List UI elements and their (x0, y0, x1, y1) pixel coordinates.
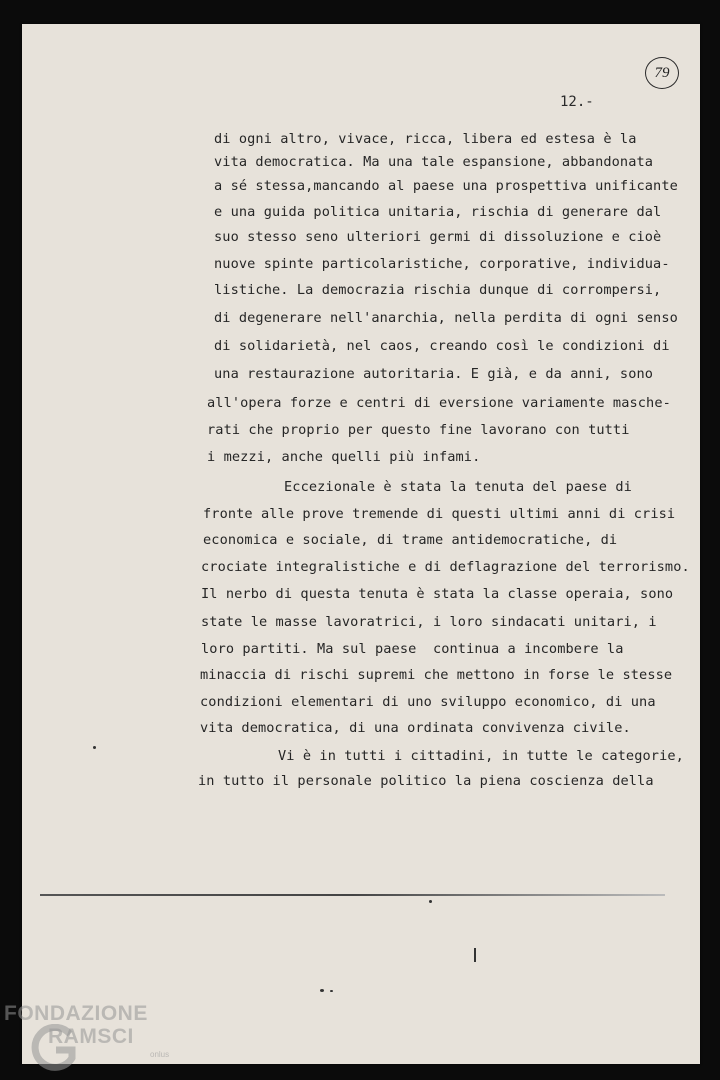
text-line: suo stesso seno ulteriori germi di dissoluzione e cioè (214, 229, 662, 245)
text-line: Il nerbo di questa tenuta è stata la classe operaia, sono (201, 586, 674, 602)
ink-speck (320, 989, 324, 992)
text-line: condizioni elementari di uno sviluppo economico, di una (200, 694, 656, 710)
ink-speck (474, 948, 476, 962)
text-line: una restaurazione autoritaria. E già, e da anni, sono (214, 366, 654, 382)
text-line: i mezzi, anche quelli più infami. (207, 449, 481, 465)
ink-speck (429, 900, 432, 903)
text-line: e una guida politica unitaria, rischia di generare dal (214, 204, 662, 220)
text-line: all'opera forze e centri di eversione variamente masche- (207, 395, 671, 411)
text-line: di solidarietà, nel caos, creando così le condizioni di (214, 338, 670, 354)
text-line: minaccia di rischi supremi che mettono in forse le stesse (200, 667, 673, 683)
text-line: di degenerare nell'anarchia, nella perdita di ogni senso (214, 310, 678, 326)
text-line: a sé stessa,mancando al paese una prospettiva unificante (214, 178, 678, 194)
text-line: listiche. La democrazia rischia dunque di corrompersi, (214, 282, 662, 298)
ink-speck (330, 990, 333, 992)
horizontal-rule (40, 894, 665, 896)
text-line: rati che proprio per questo fine lavorano con tutti (207, 422, 630, 438)
text-line: fronte alle prove tremende di questi ultimi anni di crisi (203, 506, 676, 522)
watermark-line3: onlus (150, 1050, 170, 1059)
text-line: di ogni altro, vivace, ricca, libera ed estesa è la (214, 131, 637, 147)
text-line: in tutto il personale politico la piena coscienza della (198, 773, 654, 789)
paragraph-start-line: Eccezionale è stata la tenuta del paese di (284, 479, 632, 495)
text-line: nuove spinte particolaristiche, corporative, individua- (214, 256, 670, 272)
watermark-line2: RAMSCI (48, 1025, 134, 1048)
archive-folio-stamp: 79 (645, 57, 679, 89)
text-line: vita democratica. Ma una tale espansione, abbandonata (214, 154, 654, 170)
ink-speck (93, 746, 96, 749)
paragraph-start-line: Vi è in tutti i cittadini, in tutte le categorie, (278, 748, 684, 764)
text-line: economica e sociale, di trame antidemocratiche, di (203, 532, 618, 548)
text-line: loro partiti. Ma sul paese continua a incombere la (201, 641, 624, 657)
page-number: 12.- (560, 94, 594, 110)
watermark-logo (4, 1000, 184, 1078)
text-line: vita democratica, di una ordinata convivenza civile. (200, 720, 631, 736)
text-line: crociate integralistiche e di deflagrazione del terrorismo. (201, 559, 690, 575)
text-line: state le masse lavoratrici, i loro sindacati unitari, i (201, 614, 657, 630)
watermark-line1: FONDAZIONE (4, 1002, 148, 1025)
